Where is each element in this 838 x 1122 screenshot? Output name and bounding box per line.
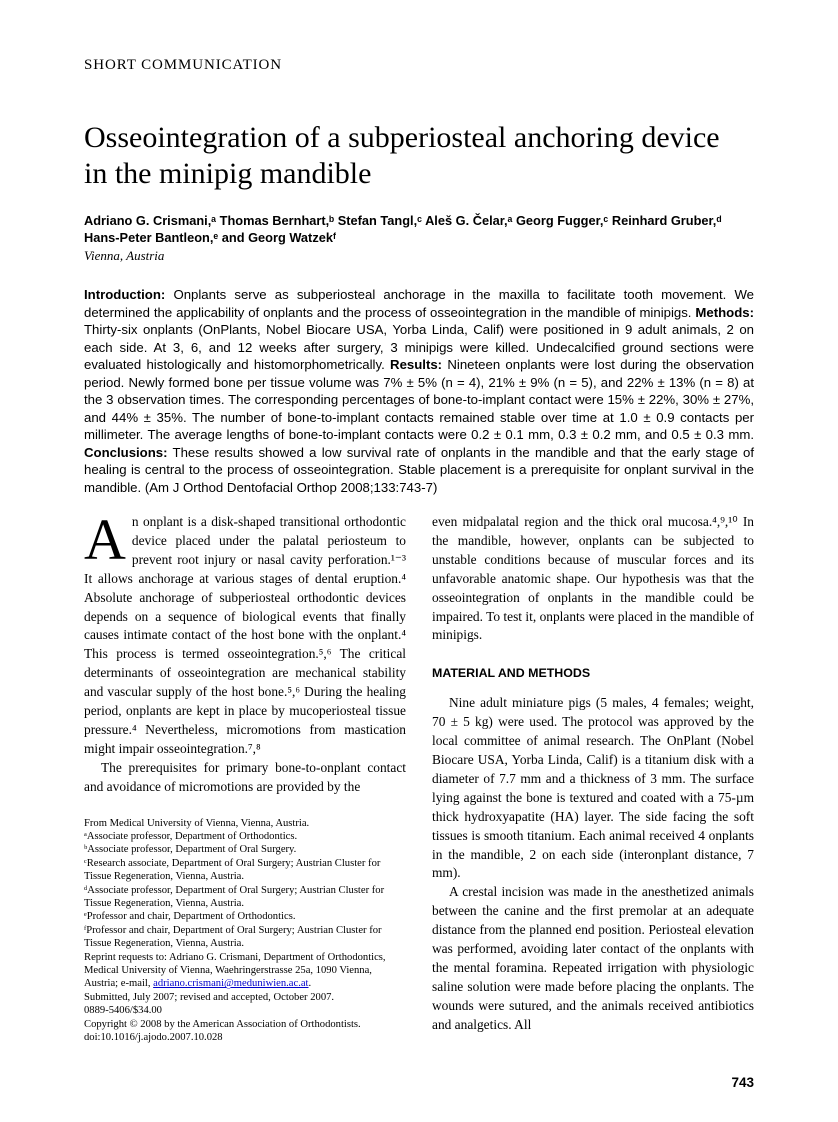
abstract-introduction-label: Introduction: [84,287,166,302]
abstract-introduction-text: Onplants serve as subperiosteal anchorage in the maxilla to facilitate tooth movement. We determined the applicability of onplants and the process of osseointegration in the mandible of minipigs. [84,287,754,320]
article-title: Osseointegration of a subperiosteal anchoring device in the minipig mandible [84,121,720,190]
footnote-reprint-text: Reprint requests to: Adriano G. Crismani, Department of Orthodontics, Medical University of Vienna, Waehringerstrasse 25a, 1090 Vienna, Austria; e-mail, [84,951,386,990]
abstract-methods-label: Methods: [695,304,754,320]
footnote-affiliation-b: ᵇAssociate professor, Department of Oral Surgery. [84,844,297,856]
left-paragraph-1-text: n onplant is a disk-shaped transitional orthodontic device placed under the palatal periosteum to prevent root injury or nasal cavity perforation.¹⁻³ It allows anchorage at various stages of dental eruption.⁴ Absolute anchorage of subperiosteal orthodontic devices depends on a sequence of biological events that finally causes intimate contact of the host bone with the onplant.⁴ This process is termed osseointegration.⁵,⁶ The critical determinants of osseointegration are mechanical stability and vascular supply of the host bone.⁵,⁶ During the healing period, onplants are kept in place by mucoperiosteal tissue pressure.⁴ Nevertheless, micromotions from mastication might impair osseointegration.⁷,⁸ [84,514,406,756]
running-header: SHORT COMMUNICATION [84,57,283,73]
footnote-doi: doi:10.1016/j.ajodo.2007.10.028 [84,1032,223,1044]
email-link[interactable]: adriano.crismani@meduniwien.ac.at [153,978,309,990]
abstract-results-label: Results: [390,357,443,372]
left-column [84,507,406,1045]
footnote-affiliation-f: ᶠProfessor and chair, Department of Oral Surgery; Austrian Cluster for Tissue Regeneration, Vienna, Austria. [84,924,382,950]
footnote-affiliation-c: ᶜResearch associate, Department of Oral Surgery; Austrian Cluster for Tissue Regeneration, Vienna, Austria. [84,857,381,883]
body-columns [84,507,754,1045]
location-line: Vienna, Austria [84,248,165,263]
material-and-methods-heading: MATERIAL AND METHODS [432,666,591,681]
abstract-methods-text: Thirty-six onplants (OnPlants, Nobel Biocare USA, Yorba Linda, Calif) were positioned in 9 adult animals, 2 on each side. At 3, 6, and 12 weeks after surgery, 3 minipigs were killed. Undecalcified ground sections were evaluated histologically and histomorphometrically. [84,322,754,372]
footnote-affiliation-d: ᵈAssociate professor, Department of Oral Surgery; Austrian Cluster for Tissue Regeneration, Vienna, Austria. [84,884,385,910]
footnote-issn-price: 0889-5406/$34.00 [84,1005,162,1017]
footnote-copyright: Copyright © 2008 by the American Association of Orthodontists. [84,1018,361,1030]
footnote-reprint [84,951,406,991]
footnote-affiliation-e: ᵉProfessor and chair, Department of Orthodontics. [84,911,296,923]
right-paragraph-3: A crestal incision was made in the anesthetized animals between the canine and the first premolar at an adequate distance from the planned end position. Periosteal elevation was performed, avoiding later contact of the onplants with the mental foramina. Repeated irrigation with physiologic saline solution were made before placing the onplants. The wounds were sutured, and the animals received antibiotics and analgetics. All [432,884,754,1032]
abstract [84,286,754,496]
right-paragraph-2: Nine adult miniature pigs (5 males, 4 females; weight, 70 ± 5 kg) were used. The protocol was approved by the local committee of animal research. The OnPlant (Nobel Biocare USA, Yorba Linda, Calif) is a titanium disk with a diameter of 7.7 mm and a thickness of 3 mm. The surface lying against the bone is textured and coated with a 75-µm thick hydroxyapatite (HA) layer. The side facing the soft tissues is smooth titanium. Each animal received 4 onplants in the mandible, 2 on each side (interonplant distance, 7 mm). [432,695,754,881]
footnote-source: From Medical University of Vienna, Vienna, Austria. [84,817,310,829]
footnotes-section [84,817,406,1045]
abstract-conclusions-text: These results showed a low survival rate of onplants in the mandible and that the early stage of healing is central to the process of osseointegration. Stable placement is a prerequisite for onplant survival in the mandible. [84,444,754,495]
footnote-reprint-period: . [308,978,312,990]
left-paragraph-1 [84,507,406,759]
abstract-citation: (Am J Orthod Dentofacial Orthop 2008;133:743-7) [144,479,438,495]
footnote-submitted: Submitted, July 2007; revised and accepted, October 2007. [84,991,335,1003]
right-column [432,513,754,1045]
right-paragraph-1: even midpalatal region and the thick oral mucosa.⁴,⁹,¹⁰ In the mandible, however, onplants can be subjected to unstable conditions because of muscular forces and its unfavorable anatomic shape. Our hypothesis was that the osseointegration of onplants in the mandible could be impaired. To test it, onplants were placed in the mandible of minipigs. [432,514,754,643]
left-paragraph-2: The prerequisites for primary bone-to-onplant contact and avoidance of micromotions are provided by the [84,759,406,794]
abstract-conclusions-label: Conclusions: [84,444,168,460]
page-number: 743 [731,1075,754,1090]
authors-line: Adriano G. Crismani,ᵃ Thomas Bernhart,ᵇ Stefan Tangl,ᶜ Aleš G. Čelar,ᵃ Georg Fugger,ᶜ Reinhard Gruber,ᵈ Hans-Peter Bantleon,ᵉ and Georg Watzekᶠ [84,213,722,245]
dropcap: A [84,507,126,572]
abstract-results-text: Nineteen onplants were lost during the observation period. Newly formed bone per tissue volume was 7% ± 5% (n = 4), 21% ± 9% (n = 5), and 22% ± 13% (n = 8) at the 3 observation times. The corresponding percentages of bone-to-implant contact were 15% ± 22%, 30% ± 27%, and 44% ± 35%. The number of bone-to-implant contacts remained stable over time at 1.0 ± 0.9 contacts per millimeter. The average lengths of bone-to-implant contacts were 0.2 ± 0.1 mm, 0.3 ± 0.2 mm, and 0.5 ± 0.3 mm. [84,357,754,442]
footnote-affiliation-a: ᵃAssociate professor, Department of Orthodontics. [84,831,298,842]
